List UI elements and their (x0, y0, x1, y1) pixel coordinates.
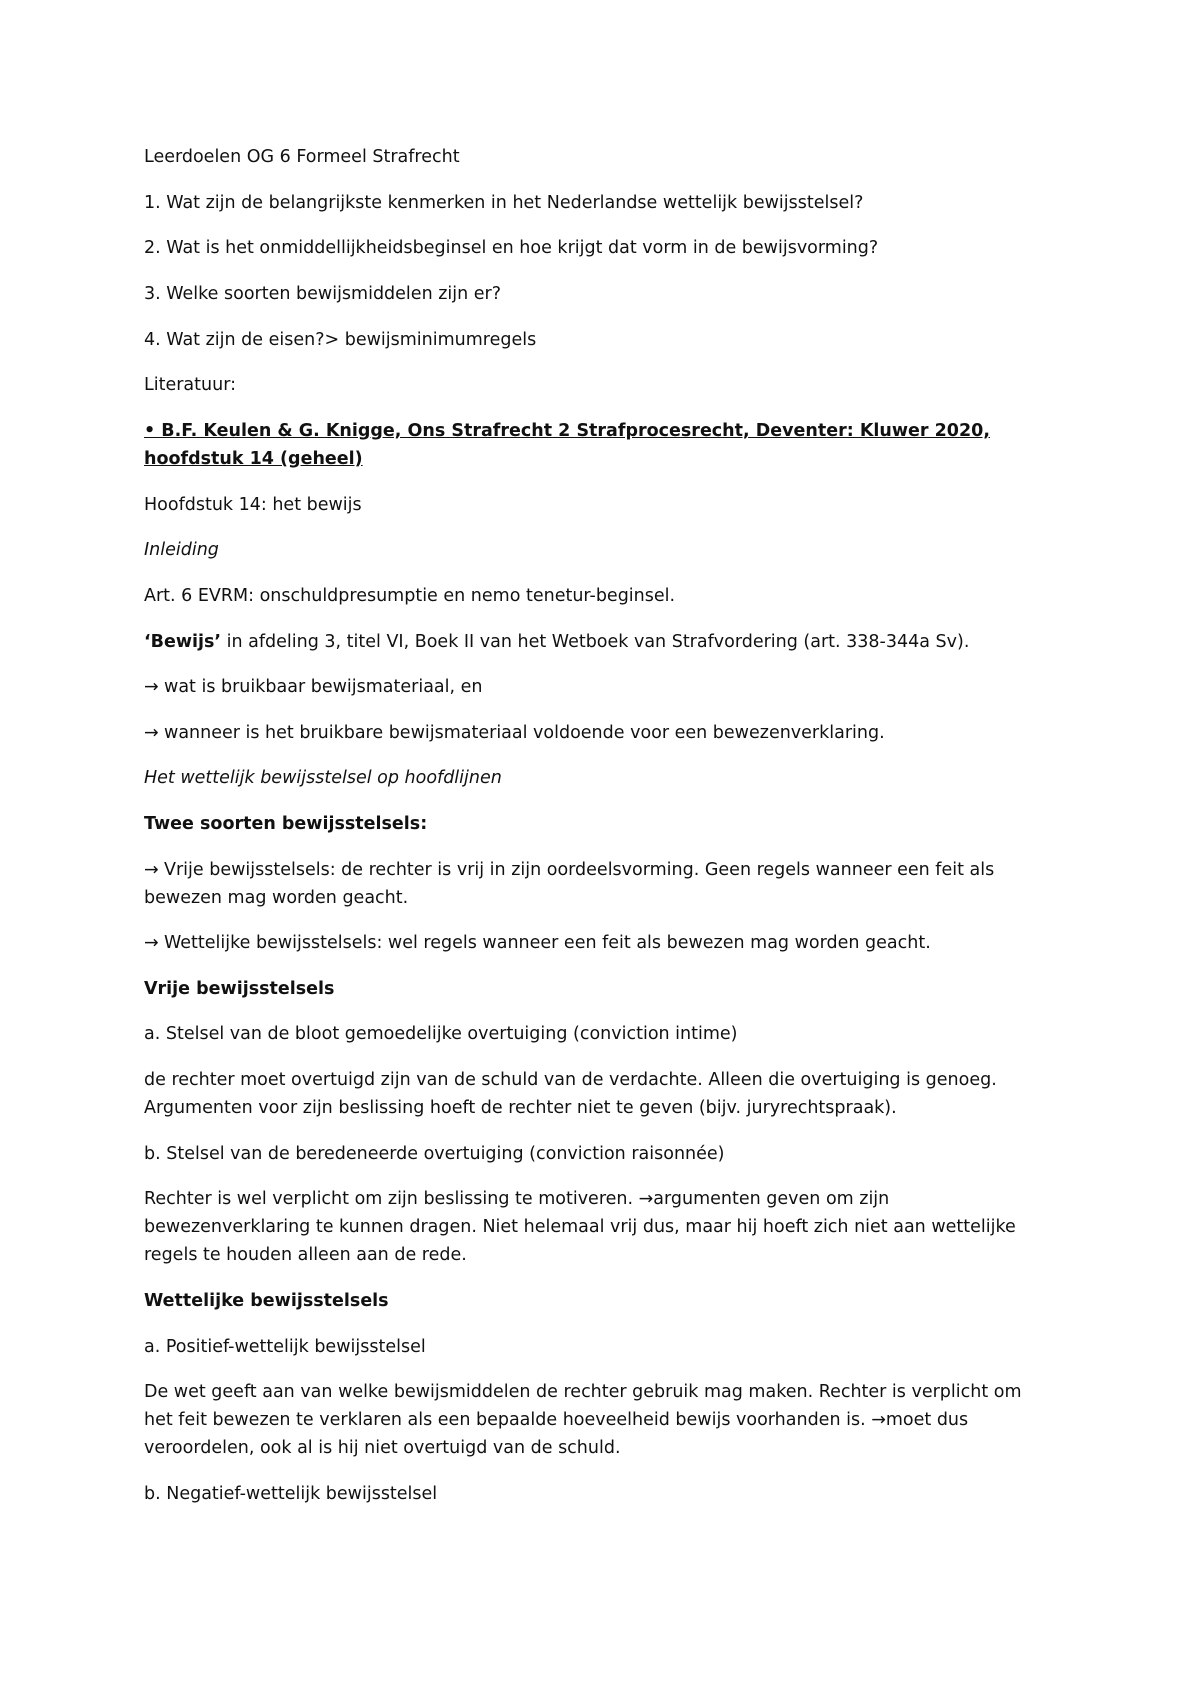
arrow-icon: → (871, 1410, 886, 1430)
literature-label: Literatuur: (144, 375, 236, 395)
vrije-definition (144, 856, 1052, 912)
document-title: Leerdoelen OG 6 Formeel Strafrecht (144, 147, 460, 167)
arrow-icon: → (144, 677, 159, 697)
art6-paragraph: Art. 6 EVRM: onschuldpresumptie en nemo tenetur-beginsel. (144, 586, 676, 606)
positief-text-1: De wet geeft aan van welke bewijsmiddelen de rechter gebruik mag maken. Rechter is verplicht om het feit bewezen te verklaren als een bepaalde hoeveelheid bewijs voorhanden is. (144, 1382, 1022, 1430)
vrije-definition-text: Vrije bewijsstelsels: de rechter is vrij in zijn oordeelsvorming. Geen regels wanneer een feit als bewezen mag worden geacht. (144, 860, 995, 908)
stelsel-a-title: a. Stelsel van de bloot gemoedelijke overtuiging (conviction intime) (144, 1024, 738, 1044)
section-introduction: Inleiding (144, 540, 219, 560)
arrow-item-1 (144, 673, 1052, 701)
stelsel-a-text: de rechter moet overtuigd zijn van de schuld van de verdachte. Alleen die overtuiging is genoeg. Argumenten voor zijn beslissing hoeft de rechter niet te geven (bijv. juryrechtspraak). (144, 1070, 997, 1118)
arrow-icon: → (144, 723, 159, 743)
learning-goal-4: 4. Wat zijn de eisen?> bewijsminimumregels (144, 330, 537, 350)
stelsel-b-text-2: argumenten geven om zijn bewezenverklaring te kunnen dragen. Niet helemaal vrij dus, maar hij hoeft zich niet aan wettelijke regels te houden alleen aan de rede. (144, 1189, 1016, 1265)
bewijs-paragraph (144, 628, 1052, 656)
wettelijke-definition (144, 929, 1052, 957)
heading-two-types: Twee soorten bewijsstelsels: (144, 814, 428, 834)
wettelijke-definition-text: Wettelijke bewijsstelsels: wel regels wanneer een feit als bewezen mag worden geacht. (164, 933, 931, 953)
heading-wettelijke: Wettelijke bewijsstelsels (144, 1291, 389, 1311)
arrow-icon: → (144, 933, 159, 953)
stelsel-b-text (144, 1185, 1052, 1269)
heading-vrije: Vrije bewijsstelsels (144, 979, 335, 999)
literature-source: • B.F. Keulen & G. Knigge, Ons Strafrecht 2 Strafprocesrecht, Deventer: Kluwer 2020, hoofdstuk 14 (geheel) (144, 421, 990, 469)
stelsel-b-title: b. Stelsel van de beredeneerde overtuiging (conviction raisonnée) (144, 1144, 725, 1164)
arrow-item-2 (144, 719, 1052, 747)
positief-text (144, 1378, 1052, 1462)
bewijs-term: ‘Bewijs’ (144, 632, 222, 652)
positief-title: a. Positief-wettelijk bewijsstelsel (144, 1337, 426, 1357)
arrow-item-1-text: wat is bruikbaar bewijsmateriaal, en (164, 677, 483, 697)
section-hoofdlijnen: Het wettelijk bewijsstelsel op hoofdlijnen (144, 768, 502, 788)
bewijs-rest: in afdeling 3, titel VI, Boek II van het Wetboek van Strafvordering (art. 338-344a Sv). (221, 632, 970, 652)
stelsel-b-text-1: Rechter is wel verplicht om zijn beslissing te motiveren. (144, 1189, 639, 1209)
arrow-item-2-text: wanneer is het bruikbare bewijsmateriaal voldoende voor een bewezenverklaring. (164, 723, 885, 743)
learning-goal-1: 1. Wat zijn de belangrijkste kenmerken in het Nederlandse wettelijk bewijsstelsel? (144, 193, 864, 213)
positief-text-2: moet dus veroordelen, ook al is hij niet overtuigd van de schuld. (144, 1410, 969, 1458)
learning-goal-3: 3. Welke soorten bewijsmiddelen zijn er? (144, 284, 502, 304)
arrow-icon: → (638, 1189, 654, 1209)
arrow-icon: → (144, 860, 159, 880)
chapter-heading: Hoofdstuk 14: het bewijs (144, 495, 362, 515)
negatief-title: b. Negatief-wettelijk bewijsstelsel (144, 1484, 438, 1504)
learning-goal-2: 2. Wat is het onmiddellijkheidsbeginsel en hoe krijgt dat vorm in de bewijsvorming? (144, 238, 879, 258)
